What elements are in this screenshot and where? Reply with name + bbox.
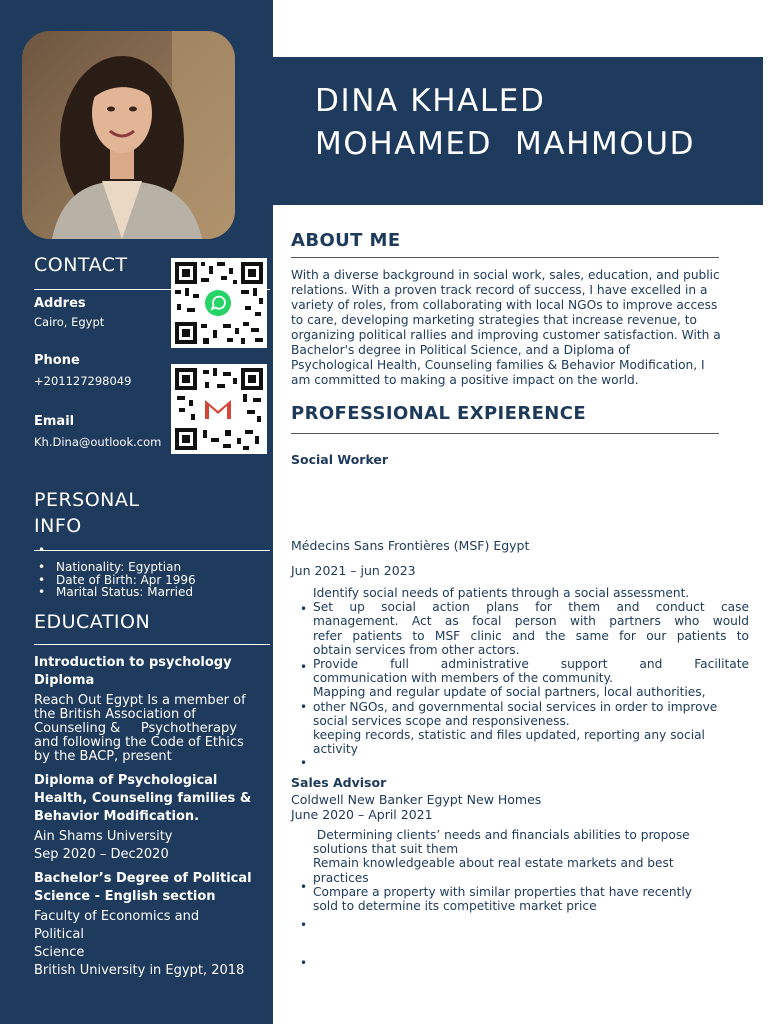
institution: Ain Shams University [34, 829, 173, 844]
job-dates: June 2020 – April 2021 [291, 807, 433, 822]
duty-line: sold to determine its competitive market price [313, 899, 597, 914]
duty-line: other NGOs, and governmental social services in order to improve [313, 699, 718, 714]
institution: British University in Egypt, 2018 [34, 963, 245, 978]
about-text: With a diverse background in social work, sales, education, and public relations. With a proven track record of success, I have excelled in a variety of roles, from collaborating with local NGOs to improve access to care, developing marketing strategies that increase revenue, to organizing political rallies and improving customer satisfaction. With a Bachelor's degree in Political Science, and a Diploma of Psychological Health, Counseling families & Behavior Modification, I am committed to making a positive impact on the world. [291, 268, 721, 387]
contact-heading: CONTACT [34, 254, 128, 276]
education-heading: EDUCATION [34, 611, 151, 633]
duty-line: refer patients to MSF clinic and the same for our patients to [313, 628, 749, 643]
job-title: Social Worker [291, 452, 389, 467]
about-divider [291, 257, 719, 258]
job-title: Sales Advisor [291, 775, 387, 790]
phone-value[interactable]: +201127298049 [34, 374, 132, 388]
duty-line: communication with members of the community. [313, 671, 613, 686]
bullet: • [300, 918, 308, 932]
dates: Sep 2020 – Dec2020 [34, 847, 169, 862]
bullet: • [38, 543, 46, 557]
education-entry [34, 870, 259, 980]
address-value: Cairo, Egypt [34, 315, 105, 329]
duty-line: Determining clients’ needs and financials abilities to propose [313, 828, 690, 842]
job-organization: Coldwell New Banker Egypt New Homes [291, 792, 542, 807]
institution: Political [34, 927, 84, 942]
degree-description: and following the Code of Ethics [34, 735, 244, 750]
degree-description: the British Association of [34, 707, 196, 722]
personal-info-item: • Nationality: Egyptian [34, 561, 196, 574]
institution: Science [34, 945, 85, 960]
address-label: Addres [34, 296, 86, 311]
duty-line: Set up social action plans for them and conduct case [313, 600, 749, 615]
degree-description: by the BACP, present [34, 749, 172, 764]
profile-photo [22, 31, 235, 239]
phone-label: Phone [34, 353, 80, 368]
whatsapp-icon [205, 290, 231, 316]
bullet: • [300, 660, 308, 674]
duty-line: Mapping and regular update of social partners, local authorities, [313, 685, 706, 700]
institution: Faculty of Economics and [34, 909, 200, 924]
duty-line: management. Act as focal person with partners who would [313, 614, 749, 629]
name-line-2: MOHAMED MAHMOUD [315, 126, 696, 162]
education-divider [34, 644, 270, 645]
bullet: • [300, 956, 308, 970]
experience-divider [291, 433, 719, 434]
email-value[interactable]: Kh.Dina@outlook.com [34, 435, 162, 449]
duty-line: practices [313, 870, 369, 885]
duty-line: obtain services from other actors. [313, 642, 520, 657]
duty-line: Remain knowledgeable about real estate markets and best [313, 856, 674, 871]
personal-info-list [34, 561, 196, 599]
email-label: Email [34, 414, 75, 429]
name-line-1: DINA KHALED [315, 83, 546, 119]
personal-info-item: • Date of Birth: Apr 1996 [34, 574, 196, 587]
bullet: • [300, 880, 308, 894]
gmail-qr-code[interactable] [171, 364, 267, 454]
personal-info-item: • Marital Status: Married [34, 586, 196, 599]
duty-line: solutions that suit them [313, 842, 459, 857]
job-dates: Jun 2021 – jun 2023 [291, 563, 416, 578]
degree-title: Diploma [34, 673, 95, 688]
sidebar [0, 0, 273, 1024]
duty-line: social services scope and responsiveness. [313, 713, 570, 728]
duty-line: activity [313, 742, 358, 757]
degree-title: Bachelor’s Degree of Political [34, 871, 252, 886]
job-organization: Médecins Sans Frontières (MSF) Egypt [291, 538, 530, 553]
degree-title: Health, Counseling families & [34, 791, 252, 806]
education-entry [34, 772, 259, 864]
personal-info-divider [34, 550, 270, 551]
duty-line: Identify social needs of patients through a social assessment. [313, 586, 690, 600]
bullet: • [300, 602, 308, 616]
degree-description: Counseling & Psychotherapy [34, 721, 237, 736]
about-heading: ABOUT ME [291, 230, 401, 251]
duty-line: Provide full administrative support and Facilitate [313, 657, 749, 672]
job-duties [313, 828, 749, 913]
duty-line: keeping records, statistic and files updated, reporting any social [313, 728, 705, 743]
degree-description: Reach Out Egypt Is a member of [34, 693, 246, 708]
degree-title: Diploma of Psychological [34, 773, 218, 788]
degree-title: Science - English section [34, 889, 216, 904]
duty-line: Compare a property with similar properties that have recently [313, 884, 693, 899]
bullet: • [300, 700, 308, 714]
experience-heading: PROFESSIONAL EXPIERENCE [291, 403, 587, 424]
degree-title: Behavior Modification. [34, 809, 200, 824]
whatsapp-qr-code[interactable] [171, 258, 267, 348]
education-entry [34, 654, 259, 764]
personal-info-heading: PERSONAL INFO [34, 489, 140, 537]
job-duties [313, 586, 749, 756]
degree-title: Introduction to psychology [34, 655, 232, 670]
bullet: • [300, 756, 308, 770]
name-banner [273, 57, 763, 205]
